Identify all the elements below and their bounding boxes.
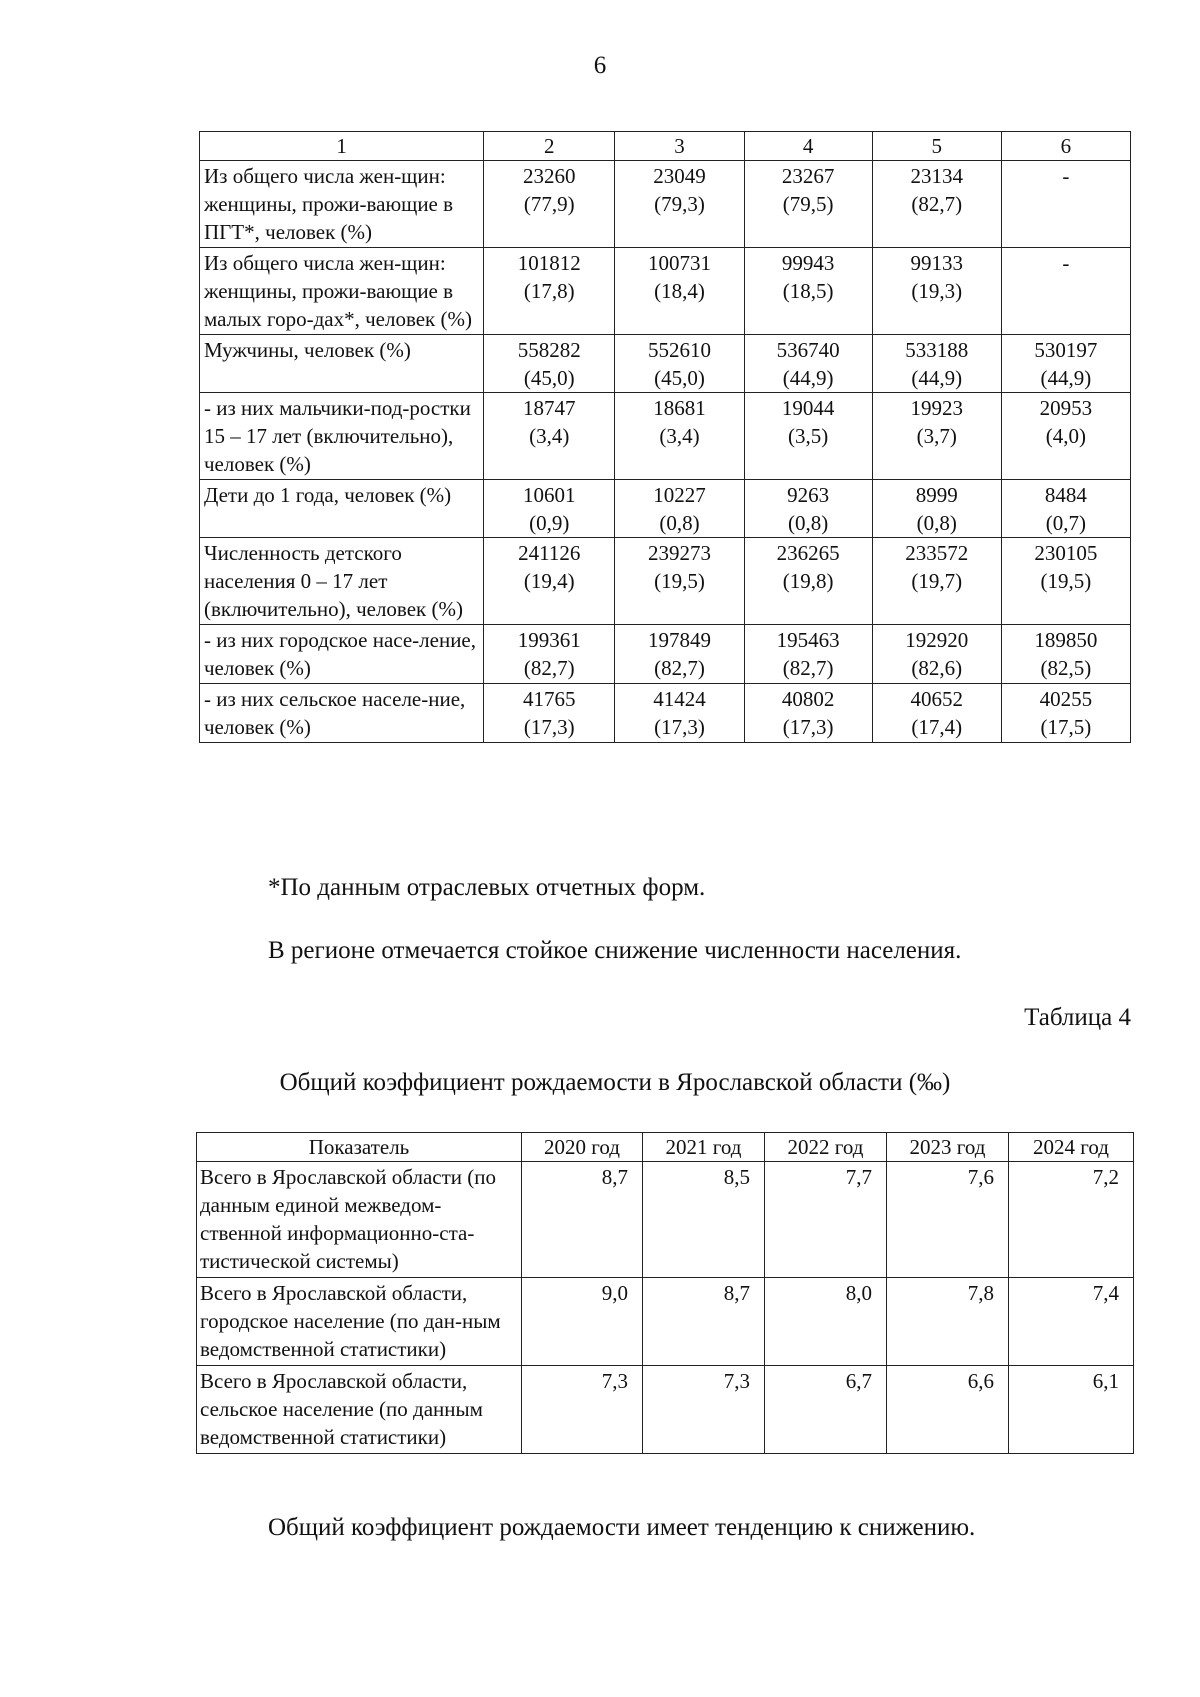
column-number-header: 5 xyxy=(872,132,1001,161)
percent-value: (19,3) xyxy=(911,279,963,303)
population-table xyxy=(199,131,1131,743)
percent-value: (44,9) xyxy=(1040,366,1092,390)
value-cell xyxy=(872,335,1001,393)
value-cell xyxy=(484,393,615,480)
rate-value: 9,0 xyxy=(522,1278,643,1366)
value-cell xyxy=(872,480,1001,538)
value-cell xyxy=(484,625,615,684)
page-number: 6 xyxy=(593,52,607,79)
percent-value: (17,3) xyxy=(654,715,705,739)
value-cell xyxy=(1001,335,1130,393)
column-number-header: 1 xyxy=(200,132,484,161)
percent-value: (17,3) xyxy=(782,715,834,739)
count-value: 199361 xyxy=(517,628,581,652)
row-label: - из них мальчики-под-ростки 15 – 17 лет (включительно), человек (%) xyxy=(200,393,484,480)
rate-value: 8,7 xyxy=(643,1278,765,1366)
count-value: 236265 xyxy=(776,541,840,565)
percent-value: (0,9) xyxy=(529,511,570,535)
count-value: 23049 xyxy=(653,164,706,188)
value-cell xyxy=(615,480,744,538)
row-label: Из общего числа жен-щин: женщины, прожи-вающие в ПГТ*, человек (%) xyxy=(200,161,484,248)
value-cell xyxy=(744,248,872,335)
count-value: 195463 xyxy=(776,628,840,652)
year-header: 2021 год xyxy=(643,1133,765,1162)
rate-value: 7,2 xyxy=(1009,1162,1134,1278)
count-value: - xyxy=(1062,164,1070,188)
percent-value: (17,5) xyxy=(1040,715,1092,739)
value-cell xyxy=(744,625,872,684)
percent-value: (19,5) xyxy=(1040,569,1092,593)
value-cell xyxy=(744,480,872,538)
column-number-header: 2 xyxy=(484,132,615,161)
percent-value: (0,8) xyxy=(787,511,829,535)
row-label: Мужчины, человек (%) xyxy=(200,335,484,393)
count-value: 18747 xyxy=(523,396,576,420)
count-value: 41765 xyxy=(523,687,576,711)
percent-value: (44,9) xyxy=(782,366,834,390)
percent-value: (82,7) xyxy=(654,656,705,680)
row-label: - из них городское насе-ление, человек (%) xyxy=(200,625,484,684)
value-cell xyxy=(1001,684,1130,743)
percent-value: (45,0) xyxy=(523,366,575,390)
percent-value: (4,0) xyxy=(1045,424,1087,448)
value-cell xyxy=(744,684,872,743)
percent-value: (3,4) xyxy=(659,424,700,448)
percent-value: (82,5) xyxy=(1040,656,1092,680)
year-header: 2024 год xyxy=(1009,1133,1134,1162)
value-cell xyxy=(615,393,744,480)
count-value: 10227 xyxy=(653,483,706,507)
table-title: Общий коэффициент рождаемости в Ярославской области (‰) xyxy=(279,1069,951,1096)
count-value: 99943 xyxy=(781,251,835,275)
percent-value: (44,9) xyxy=(911,366,963,390)
value-cell xyxy=(484,538,615,625)
count-value: 23260 xyxy=(523,164,576,188)
count-value: 239273 xyxy=(648,541,711,565)
percent-value: (17,8) xyxy=(523,279,575,303)
value-cell xyxy=(615,538,744,625)
table-row xyxy=(200,480,1131,538)
percent-value: (19,4) xyxy=(523,569,575,593)
value-cell xyxy=(872,538,1001,625)
value-cell xyxy=(744,538,872,625)
value-cell xyxy=(744,335,872,393)
count-value: 533188 xyxy=(905,338,969,362)
percent-value: (79,3) xyxy=(654,192,705,216)
rate-value: 8,5 xyxy=(643,1162,765,1278)
table-row xyxy=(200,625,1131,684)
count-value: 19044 xyxy=(781,396,835,420)
count-value: - xyxy=(1062,251,1070,275)
column-number-header: 6 xyxy=(1001,132,1130,161)
row-label: Численность детского населения 0 – 17 лет (включительно), человек (%) xyxy=(200,538,484,625)
percent-value: (3,5) xyxy=(787,424,829,448)
percent-value: (45,0) xyxy=(654,366,705,390)
table-row xyxy=(197,1366,1134,1454)
rate-value: 7,6 xyxy=(887,1162,1009,1278)
table-row xyxy=(200,161,1131,248)
count-value: 100731 xyxy=(648,251,711,275)
value-cell xyxy=(484,161,615,248)
rate-value: 8,0 xyxy=(765,1278,887,1366)
value-cell xyxy=(872,393,1001,480)
count-value: 10601 xyxy=(523,483,576,507)
value-cell xyxy=(744,161,872,248)
table-row xyxy=(200,393,1131,480)
value-cell xyxy=(1001,393,1130,480)
count-value: 192920 xyxy=(905,628,969,652)
percent-value: (77,9) xyxy=(523,192,575,216)
value-cell xyxy=(484,684,615,743)
value-cell xyxy=(744,393,872,480)
percent-value: (17,4) xyxy=(911,715,963,739)
year-header: 2020 год xyxy=(522,1133,643,1162)
count-value: 189850 xyxy=(1034,628,1098,652)
count-value: 230105 xyxy=(1034,541,1098,565)
value-cell xyxy=(615,248,744,335)
percent-value: (3,4) xyxy=(529,424,570,448)
percent-value: (19,7) xyxy=(911,569,963,593)
value-cell xyxy=(615,161,744,248)
count-value: 40802 xyxy=(781,687,835,711)
percent-value: (82,7) xyxy=(911,192,963,216)
value-cell xyxy=(1001,480,1130,538)
value-cell xyxy=(484,248,615,335)
percent-value: (17,3) xyxy=(523,715,575,739)
row-label: Всего в Ярославской области (по данным единой межведом-ственной информационно-ста-тистической системы) xyxy=(197,1162,522,1278)
value-cell xyxy=(484,335,615,393)
percent-value: (19,8) xyxy=(782,569,834,593)
percent-value: (82,7) xyxy=(782,656,834,680)
value-cell xyxy=(484,480,615,538)
indicator-header: Показатель xyxy=(197,1133,522,1162)
table-row xyxy=(200,248,1131,335)
value-cell xyxy=(1001,161,1130,248)
percent-value: (19,5) xyxy=(654,569,705,593)
value-cell xyxy=(872,684,1001,743)
percent-value: (82,7) xyxy=(523,656,575,680)
count-value: 552610 xyxy=(648,338,711,362)
rate-value: 6,7 xyxy=(765,1366,887,1454)
rate-value: 6,1 xyxy=(1009,1366,1134,1454)
paragraph-population-decline: В регионе отмечается стойкое снижение численности населения. xyxy=(268,937,962,964)
value-cell xyxy=(872,625,1001,684)
rate-value: 7,8 xyxy=(887,1278,1009,1366)
count-value: 536740 xyxy=(776,338,840,362)
rate-value: 7,3 xyxy=(522,1366,643,1454)
count-value: 9263 xyxy=(787,483,830,507)
rate-value: 8,7 xyxy=(522,1162,643,1278)
column-number-header: 4 xyxy=(744,132,872,161)
table-row xyxy=(197,1278,1134,1366)
table-row xyxy=(200,538,1131,625)
paragraph-birth-rate-trend: Общий коэффициент рождаемости имеет тенденцию к снижению. xyxy=(268,1514,976,1541)
count-value: 23134 xyxy=(910,164,963,188)
column-number-header: 3 xyxy=(615,132,744,161)
count-value: 99133 xyxy=(910,251,963,275)
table-row xyxy=(197,1162,1134,1278)
percent-value: (82,6) xyxy=(911,656,963,680)
percent-value: (79,5) xyxy=(782,192,834,216)
count-value: 8484 xyxy=(1044,483,1087,507)
count-value: 233572 xyxy=(905,541,969,565)
year-header: 2022 год xyxy=(765,1133,887,1162)
table-row xyxy=(200,684,1131,743)
rate-value: 7,3 xyxy=(643,1366,765,1454)
count-value: 40255 xyxy=(1039,687,1093,711)
count-value: 40652 xyxy=(910,687,963,711)
table-row xyxy=(200,335,1131,393)
rate-value: 7,4 xyxy=(1009,1278,1134,1366)
table-number: Таблица 4 xyxy=(1024,1004,1131,1031)
percent-value: (0,7) xyxy=(1045,511,1087,535)
count-value: 19923 xyxy=(910,396,963,420)
value-cell xyxy=(615,684,744,743)
row-label: Всего в Ярославской области, сельское население (по данным ведомственной статистики) xyxy=(197,1366,522,1454)
count-value: 41424 xyxy=(653,687,706,711)
row-label: Всего в Ярославской области, городское население (по дан-ным ведомственной статистики) xyxy=(197,1278,522,1366)
value-cell xyxy=(1001,248,1130,335)
value-cell xyxy=(615,335,744,393)
value-cell xyxy=(872,248,1001,335)
percent-value: (18,5) xyxy=(782,279,834,303)
value-cell xyxy=(1001,538,1130,625)
count-value: 241126 xyxy=(518,541,581,565)
percent-value: (3,7) xyxy=(916,424,957,448)
value-cell xyxy=(1001,625,1130,684)
count-value: 20953 xyxy=(1039,396,1093,420)
percent-value: (0,8) xyxy=(916,511,957,535)
rate-value: 7,7 xyxy=(765,1162,887,1278)
count-value: 530197 xyxy=(1034,338,1098,362)
count-value: 23267 xyxy=(781,164,835,188)
percent-value: (0,8) xyxy=(659,511,700,535)
rate-value: 6,6 xyxy=(887,1366,1009,1454)
row-label: - из них сельское населе-ние, человек (%) xyxy=(200,684,484,743)
row-label: Из общего числа жен-щин: женщины, прожи-вающие в малых горо-дах*, человек (%) xyxy=(200,248,484,335)
value-cell xyxy=(872,161,1001,248)
birth-rate-table xyxy=(196,1132,1134,1454)
count-value: 8999 xyxy=(915,483,958,507)
count-value: 197849 xyxy=(648,628,711,652)
count-value: 18681 xyxy=(653,396,706,420)
count-value: 101812 xyxy=(517,251,581,275)
value-cell xyxy=(615,625,744,684)
footnote: *По данным отраслевых отчетных форм. xyxy=(268,874,706,901)
count-value: 558282 xyxy=(517,338,581,362)
percent-value: (18,4) xyxy=(654,279,705,303)
year-header: 2023 год xyxy=(887,1133,1009,1162)
row-label: Дети до 1 года, человек (%) xyxy=(200,480,484,538)
